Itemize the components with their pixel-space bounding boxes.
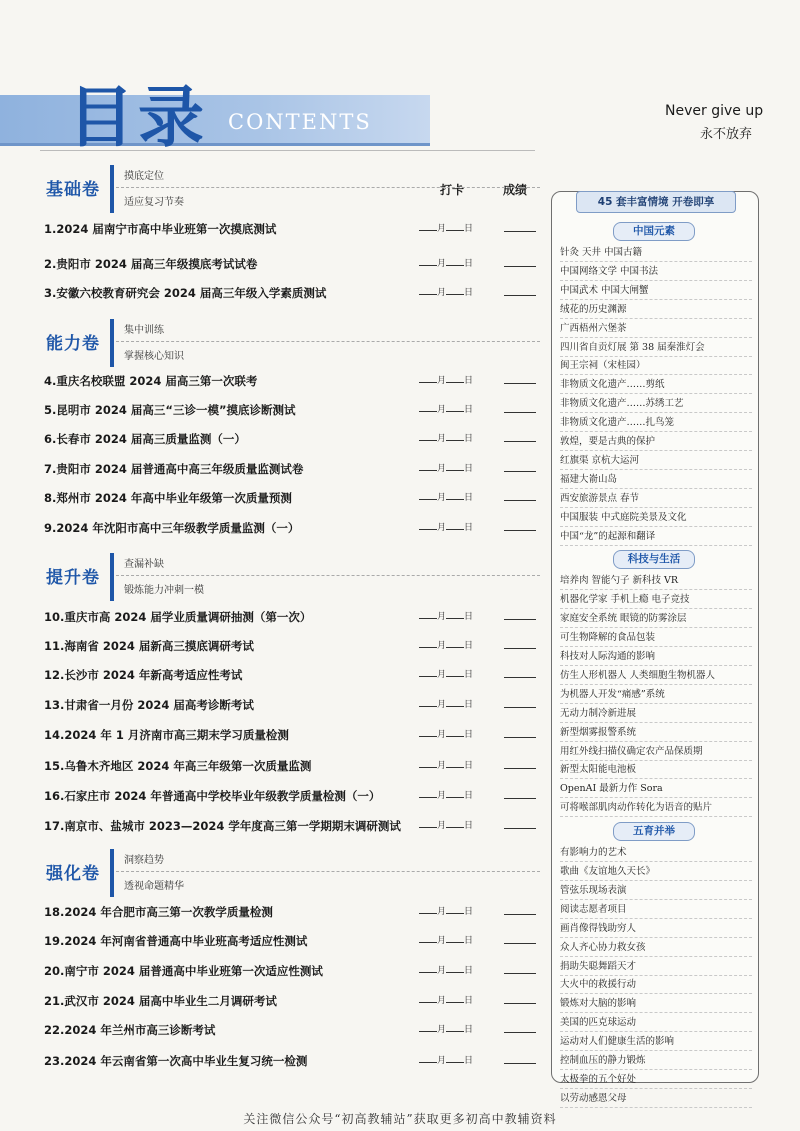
day-label: 日 <box>464 641 474 651</box>
toc-item-title: 乌鲁木齐地区 2024 年高三年级第一次质量监测 <box>64 759 312 773</box>
score-blank[interactable] <box>504 500 536 501</box>
panel-topic-line: 福建大嵛山岛 <box>560 471 752 489</box>
section-subtitle-1: 集中训练 <box>124 325 164 336</box>
panel-topic-line: 捐助失聪舞蹈天才 <box>560 958 752 976</box>
day-blank[interactable] <box>446 726 464 737</box>
toc-item-number: 5. <box>44 403 57 417</box>
toc-item[interactable] <box>44 636 539 656</box>
panel-topic-line: 画肖像得钱助穷人 <box>560 920 752 938</box>
toc-item-title: 石家庄市 2024 年普通高中学校毕业年级教学质量检测（一） <box>64 789 381 803</box>
toc-item[interactable] <box>44 816 539 836</box>
toc-item[interactable] <box>44 400 539 420</box>
section-dash-divider <box>116 187 540 188</box>
panel-topic-line: 运动对人们健康生活的影响 <box>560 1033 752 1051</box>
checkin-date-field[interactable] <box>419 961 473 981</box>
day-blank[interactable] <box>446 932 464 943</box>
panel-topic-line: 新型烟雾报警系统 <box>560 724 752 742</box>
month-blank[interactable] <box>419 992 437 1003</box>
toc-item-title: 武汉市 2024 届高中毕业生二月调研考试 <box>64 994 277 1008</box>
toc-item[interactable] <box>44 665 539 685</box>
toc-item[interactable] <box>44 725 539 745</box>
panel-topic-line: 非物质文化遗产……剪纸 <box>560 376 752 394</box>
panel-topic-line: 绒花的历史渊源 <box>560 301 752 319</box>
month-blank[interactable] <box>419 1052 437 1063</box>
toc-item-title: 甘肃省一月份 2024 届高考诊断考试 <box>64 698 254 712</box>
day-label: 日 <box>464 464 474 474</box>
day-blank[interactable] <box>446 430 464 441</box>
toc-item[interactable] <box>44 429 539 449</box>
day-blank[interactable] <box>446 255 464 266</box>
toc-item[interactable] <box>44 371 539 391</box>
toc-item-title: 2024 届南宁市高中毕业班第一次摸底测试 <box>56 222 277 236</box>
day-label: 日 <box>464 670 474 680</box>
toc-item-number: 2. <box>44 257 57 271</box>
toc-item[interactable] <box>44 695 539 715</box>
day-label: 日 <box>464 966 474 976</box>
panel-topic-line: 美国的匹克球运动 <box>560 1014 752 1032</box>
toc-item[interactable] <box>44 991 539 1011</box>
day-blank[interactable] <box>446 637 464 648</box>
checkin-date-field[interactable] <box>419 371 473 391</box>
day-blank[interactable] <box>446 1052 464 1063</box>
month-blank[interactable] <box>419 489 437 500</box>
day-blank[interactable] <box>446 817 464 828</box>
day-blank[interactable] <box>446 220 464 231</box>
score-blank[interactable] <box>504 798 536 799</box>
toc-item-number: 8. <box>44 491 57 505</box>
toc-item-number: 12. <box>44 668 65 682</box>
section-header <box>40 845 540 901</box>
day-blank[interactable] <box>446 608 464 619</box>
month-label: 月 <box>437 259 447 269</box>
score-blank[interactable] <box>504 619 536 620</box>
motto-en: Never give up <box>665 103 764 119</box>
toc-item-number: 15. <box>44 759 65 773</box>
section-subtitle-2: 适应复习节奏 <box>124 197 184 208</box>
panel-topic-line: 针灸 天井 中国古籍 <box>560 244 752 262</box>
checkin-date-field[interactable] <box>419 459 473 479</box>
month-label: 月 <box>437 523 447 533</box>
toc-item-number: 10. <box>44 610 65 624</box>
day-label: 日 <box>464 761 474 771</box>
checkin-date-field[interactable] <box>419 665 473 685</box>
checkin-date-field[interactable] <box>419 488 473 508</box>
toc-item-title: 重庆市高 2024 届学业质量调研抽测（第一次） <box>64 610 312 624</box>
header-divider <box>40 150 535 151</box>
toc-item-title: 长沙市 2024 年新高考适应性考试 <box>64 668 243 682</box>
month-label: 月 <box>437 1056 447 1066</box>
score-blank[interactable] <box>504 295 536 296</box>
section-dash-divider <box>116 575 540 576</box>
day-blank[interactable] <box>446 992 464 1003</box>
day-label: 日 <box>464 288 474 298</box>
panel-topic-line: 阅读志愿者项目 <box>560 901 752 919</box>
panel-topic-line: 无动力制冷新进展 <box>560 705 752 723</box>
day-label: 日 <box>464 730 474 740</box>
section-accent-bar <box>110 553 114 601</box>
toc-item-title: 昆明市 2024 届高三“三诊一模”摸底诊断测试 <box>56 403 296 417</box>
month-blank[interactable] <box>419 519 437 530</box>
month-blank[interactable] <box>419 460 437 471</box>
panel-topic-line: 非物质文化遗产……苏绣工艺 <box>560 395 752 413</box>
month-label: 月 <box>437 224 447 234</box>
topics-panel <box>551 191 759 1104</box>
month-label: 月 <box>437 464 447 474</box>
score-blank[interactable] <box>504 266 536 267</box>
panel-topic-line: 可将喉部肌肉动作转化为语音的贴片 <box>560 799 752 817</box>
panel-topic-line: 中国武术 中国大闸蟹 <box>560 282 752 300</box>
day-label: 日 <box>464 523 474 533</box>
panel-topic-line: 为机器人开发“痛感”系统 <box>560 686 752 704</box>
panel-topic-line: 锻炼对大脑的影响 <box>560 995 752 1013</box>
score-blank[interactable] <box>504 231 536 232</box>
month-blank[interactable] <box>419 726 437 737</box>
toc-item-title: 贵阳市 2024 届高三年级摸底考试试卷 <box>56 257 258 271</box>
score-blank[interactable] <box>504 828 536 829</box>
day-blank[interactable] <box>446 757 464 768</box>
column-header-punch: 打卡 <box>440 183 465 197</box>
month-blank[interactable] <box>419 284 437 295</box>
toc-item[interactable] <box>44 254 539 274</box>
panel-topic-line: 以劳动感恩父母 <box>560 1090 752 1108</box>
day-label: 日 <box>464 434 474 444</box>
toc-item-title: 海南省 2024 届新高三摸底调研考试 <box>64 639 254 653</box>
toc-item-title: 2024 年河南省普通高中毕业班高考适应性测试 <box>64 934 308 948</box>
month-blank[interactable] <box>419 903 437 914</box>
column-header-score: 成绩 <box>503 183 528 197</box>
toc-item-number: 18. <box>44 905 65 919</box>
checkin-date-field[interactable] <box>419 400 473 420</box>
score-blank[interactable] <box>504 1003 536 1004</box>
panel-topic-line: 机器化学家 手机上瘾 电子竞技 <box>560 591 752 609</box>
month-blank[interactable] <box>419 637 437 648</box>
checkin-date-field[interactable] <box>419 816 473 836</box>
page-title-en: CONTENTS <box>228 110 372 134</box>
month-label: 月 <box>437 730 447 740</box>
section-header <box>40 549 540 605</box>
section-dash-divider <box>116 871 540 872</box>
toc-item-title: 2024 年云南省第一次高中毕业生复习统一检测 <box>64 1054 308 1068</box>
month-blank[interactable] <box>419 220 437 231</box>
panel-topic-line: 科技对人际沟通的影响 <box>560 648 752 666</box>
panel-heading: 45 套丰富情境 开卷即享 <box>576 191 736 213</box>
score-blank[interactable] <box>504 973 536 974</box>
section-subtitle-2: 透视命题精华 <box>124 881 184 892</box>
day-blank[interactable] <box>446 903 464 914</box>
section-subtitle-1: 摸底定位 <box>124 171 164 182</box>
checkin-date-field[interactable] <box>419 695 473 715</box>
score-blank[interactable] <box>504 943 536 944</box>
panel-topic-line: 用红外线扫描仪确定农产品保质期 <box>560 743 752 761</box>
toc-item-number: 1. <box>44 222 57 236</box>
checkin-date-field[interactable] <box>419 607 473 627</box>
month-label: 月 <box>437 761 447 771</box>
month-label: 月 <box>437 907 447 917</box>
month-label: 月 <box>437 996 447 1006</box>
month-blank[interactable] <box>419 608 437 619</box>
month-label: 月 <box>437 288 447 298</box>
panel-topic-line: 太极拳的五个好处 <box>560 1071 752 1089</box>
section-name: 提升卷 <box>46 568 100 588</box>
day-label: 日 <box>464 493 474 503</box>
month-blank[interactable] <box>419 817 437 828</box>
month-blank[interactable] <box>419 757 437 768</box>
toc-item-number: 6. <box>44 432 57 446</box>
score-blank[interactable] <box>504 441 536 442</box>
day-label: 日 <box>464 907 474 917</box>
panel-topic-line: 家庭安全系统 眼镜的防雾涂层 <box>560 610 752 628</box>
toc-item-title: 郑州市 2024 年高中毕业年级第一次质量预测 <box>56 491 292 505</box>
day-label: 日 <box>464 376 474 386</box>
toc-item-number: 22. <box>44 1023 65 1037</box>
toc-item-title: 安徽六校教育研究会 2024 届高三年级入学素质测试 <box>56 286 327 300</box>
month-label: 月 <box>437 1025 447 1035</box>
toc-item[interactable] <box>44 488 539 508</box>
panel-topic-line: 中国服装 中式庭院美景及文化 <box>560 509 752 527</box>
day-label: 日 <box>464 224 474 234</box>
month-label: 月 <box>437 434 447 444</box>
section-subtitle-2: 掌握核心知识 <box>124 351 184 362</box>
page-title: 目录 <box>68 78 208 156</box>
month-blank[interactable] <box>419 430 437 441</box>
toc-item-number: 4. <box>44 374 57 388</box>
toc-item-title: 2024 年合肥市高三第一次教学质量检测 <box>64 905 273 919</box>
day-blank[interactable] <box>446 1021 464 1032</box>
day-label: 日 <box>464 405 474 415</box>
month-blank[interactable] <box>419 962 437 973</box>
toc-item-number: 17. <box>44 819 65 833</box>
day-label: 日 <box>464 1025 474 1035</box>
toc-item-number: 9. <box>44 521 57 535</box>
checkin-date-field[interactable] <box>419 1051 473 1071</box>
toc-item[interactable] <box>44 607 539 627</box>
toc-item-title: 南宁市 2024 届普通高中毕业班第一次适应性测试 <box>64 964 323 978</box>
toc-item-number: 7. <box>44 462 57 476</box>
toc-item-number: 19. <box>44 934 65 948</box>
day-blank[interactable] <box>446 489 464 500</box>
month-label: 月 <box>437 376 447 386</box>
day-label: 日 <box>464 700 474 710</box>
toc-item-number: 21. <box>44 994 65 1008</box>
month-label: 月 <box>437 641 447 651</box>
section-subtitle-1: 查漏补缺 <box>124 559 164 570</box>
month-label: 月 <box>437 405 447 415</box>
toc-item-number: 23. <box>44 1054 65 1068</box>
panel-topic-line: 广西梧州六堡茶 <box>560 320 752 338</box>
panel-topic-line: 控制血压的静力锻炼 <box>560 1052 752 1070</box>
month-blank[interactable] <box>419 1021 437 1032</box>
month-label: 月 <box>437 612 447 622</box>
section-name: 基础卷 <box>46 180 100 200</box>
panel-category-label: 科技与生活 <box>613 550 695 569</box>
toc-item-number: 16. <box>44 789 65 803</box>
panel-topic-line: 红旗渠 京杭大运河 <box>560 452 752 470</box>
section-accent-bar <box>110 319 114 367</box>
score-blank[interactable] <box>504 1032 536 1033</box>
month-blank[interactable] <box>419 787 437 798</box>
toc-item[interactable] <box>44 1020 539 1040</box>
score-blank[interactable] <box>504 530 536 531</box>
month-label: 月 <box>437 936 447 946</box>
day-label: 日 <box>464 821 474 831</box>
panel-topic-line: 非物质文化遗产……扎鸟笼 <box>560 414 752 432</box>
panel-topic-line: OpenAI 最新力作 Sora <box>560 780 752 798</box>
day-label: 日 <box>464 791 474 801</box>
checkin-date-field[interactable] <box>419 429 473 449</box>
header-underline <box>0 143 430 146</box>
day-blank[interactable] <box>446 666 464 677</box>
panel-topic-line: 西安旅游景点 春节 <box>560 490 752 508</box>
month-blank[interactable] <box>419 255 437 266</box>
toc-item-number: 3. <box>44 286 57 300</box>
panel-category-label: 中国元素 <box>613 222 695 241</box>
day-label: 日 <box>464 1056 474 1066</box>
toc-item-title: 重庆名校联盟 2024 届高三第一次联考 <box>56 374 258 388</box>
toc-item[interactable] <box>44 961 539 981</box>
day-label: 日 <box>464 996 474 1006</box>
panel-topic-line: 管弦乐现场表演 <box>560 882 752 900</box>
checkin-date-field[interactable] <box>419 931 473 951</box>
checkin-date-field[interactable] <box>419 283 473 303</box>
toc-item-number: 20. <box>44 964 65 978</box>
checkin-date-field[interactable] <box>419 1020 473 1040</box>
section-header <box>40 161 540 217</box>
toc-item-title: 2024 年 1 月济南市高三期末学习质量检测 <box>64 728 289 742</box>
toc-item-title: 2024 年沈阳市高中三年级教学质量监测（一） <box>56 521 300 535</box>
day-blank[interactable] <box>446 787 464 798</box>
panel-topic-line: 闽王宗祠（宋桂园） <box>560 357 752 375</box>
panel-topic-line: 歌曲《友谊地久天长》 <box>560 863 752 881</box>
day-label: 日 <box>464 259 474 269</box>
toc-item-number: 11. <box>44 639 65 653</box>
panel-topic-line: 中国网络文学 中国书法 <box>560 263 752 281</box>
month-label: 月 <box>437 966 447 976</box>
month-label: 月 <box>437 670 447 680</box>
month-label: 月 <box>437 700 447 710</box>
toc-item[interactable] <box>44 518 539 538</box>
checkin-date-field[interactable] <box>419 786 473 806</box>
section-subtitle-1: 洞察趋势 <box>124 855 164 866</box>
checkin-date-field[interactable] <box>419 902 473 922</box>
month-label: 月 <box>437 493 447 503</box>
section-header <box>40 315 540 371</box>
day-blank[interactable] <box>446 284 464 295</box>
toc-item[interactable] <box>44 283 539 303</box>
score-blank[interactable] <box>504 914 536 915</box>
checkin-date-field[interactable] <box>419 991 473 1011</box>
section-name: 能力卷 <box>46 334 100 354</box>
checkin-date-field[interactable] <box>419 725 473 745</box>
panel-topic-line: 仿生人形机器人 人类细胞生物机器人 <box>560 667 752 685</box>
panel-topic-line: 新型太阳能电池板 <box>560 761 752 779</box>
month-blank[interactable] <box>419 696 437 707</box>
checkin-date-field[interactable] <box>419 636 473 656</box>
motto-cn: 永不放弃 <box>700 127 753 142</box>
month-label: 月 <box>437 821 447 831</box>
panel-category-label: 五育并举 <box>613 822 695 841</box>
section-dash-divider <box>116 341 540 342</box>
day-blank[interactable] <box>446 460 464 471</box>
panel-topic-line: 众人齐心协力救女孩 <box>560 939 752 957</box>
panel-topic-line: 有影响力的艺术 <box>560 844 752 862</box>
toc-item-title: 南京市、盐城市 2023—2024 学年度高三第一学期期末调研测试 <box>64 819 401 833</box>
month-blank[interactable] <box>419 401 437 412</box>
toc-item[interactable] <box>44 219 539 239</box>
toc-item-number: 13. <box>44 698 65 712</box>
toc-item-title: 2024 年兰州市高三诊断考试 <box>64 1023 216 1037</box>
month-blank[interactable] <box>419 666 437 677</box>
day-blank[interactable] <box>446 962 464 973</box>
panel-topic-line: 可生物降解的食品包装 <box>560 629 752 647</box>
section-accent-bar <box>110 165 114 213</box>
checkin-date-field[interactable] <box>419 219 473 239</box>
footer-note: 关注微信公众号“初高教辅站”获取更多初高中教辅资料 <box>243 1112 557 1126</box>
panel-topic-line: 敦煌，要是古典的保护 <box>560 433 752 451</box>
toc-item-title: 长春市 2024 届高三质量监测（一） <box>56 432 246 446</box>
panel-topic-line: 培养肉 智能勺子 新科技 VR <box>560 572 752 590</box>
toc-item[interactable] <box>44 756 539 776</box>
panel-topic-line: 四川省自贡灯展 第 38 届秦淮灯会 <box>560 339 752 357</box>
toc-item[interactable] <box>44 902 539 922</box>
checkin-date-field[interactable] <box>419 756 473 776</box>
toc-item-title: 贵阳市 2024 届普通高中高三年级质量监测试卷 <box>56 462 304 476</box>
day-blank[interactable] <box>446 696 464 707</box>
toc-item[interactable] <box>44 931 539 951</box>
month-label: 月 <box>437 791 447 801</box>
toc-item[interactable] <box>44 459 539 479</box>
day-blank[interactable] <box>446 519 464 530</box>
score-blank[interactable] <box>504 737 536 738</box>
toc-item[interactable] <box>44 1051 539 1071</box>
checkin-date-field[interactable] <box>419 254 473 274</box>
day-blank[interactable] <box>446 372 464 383</box>
panel-topic-line: 中国“龙”的起源和翻译 <box>560 528 752 546</box>
toc-item[interactable] <box>44 786 539 806</box>
score-blank[interactable] <box>504 1063 536 1064</box>
score-blank[interactable] <box>504 707 536 708</box>
section-accent-bar <box>110 849 114 897</box>
month-blank[interactable] <box>419 372 437 383</box>
score-blank[interactable] <box>504 471 536 472</box>
section-subtitle-2: 锻炼能力冲刺一模 <box>124 585 204 596</box>
score-blank[interactable] <box>504 412 536 413</box>
day-label: 日 <box>464 612 474 622</box>
checkin-date-field[interactable] <box>419 518 473 538</box>
score-blank[interactable] <box>504 648 536 649</box>
month-blank[interactable] <box>419 932 437 943</box>
section-name: 强化卷 <box>46 864 100 884</box>
score-blank[interactable] <box>504 383 536 384</box>
day-blank[interactable] <box>446 401 464 412</box>
score-blank[interactable] <box>504 677 536 678</box>
panel-topic-line: 大火中的救援行动 <box>560 976 752 994</box>
score-blank[interactable] <box>504 768 536 769</box>
toc-item-number: 14. <box>44 728 65 742</box>
day-label: 日 <box>464 936 474 946</box>
